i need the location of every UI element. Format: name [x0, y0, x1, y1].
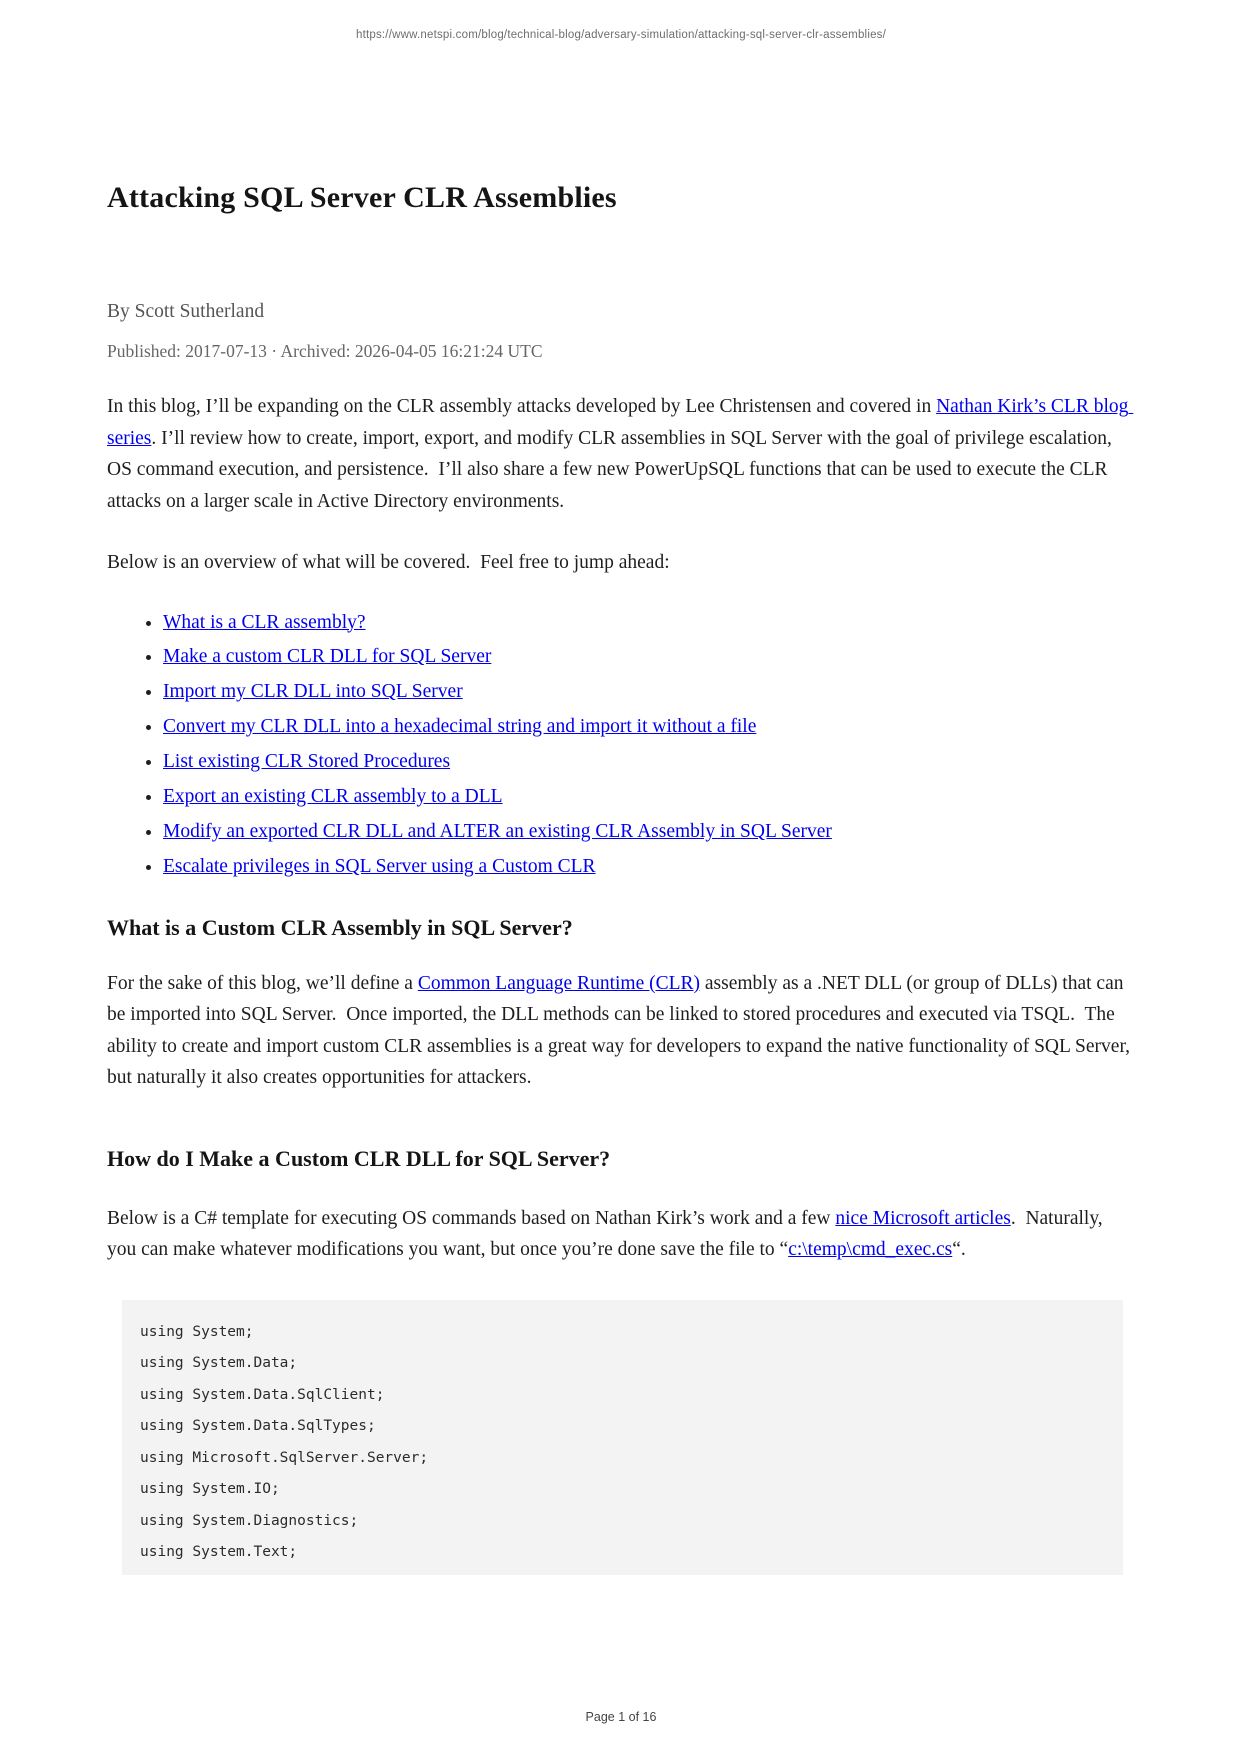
article-content: [107, 0, 1135, 1575]
code-line: using System.Text;: [140, 1544, 298, 1561]
toc-item: [163, 710, 1135, 745]
page-title: Attacking SQL Server CLR Assemblies: [107, 181, 617, 214]
section-heading-how-make-custom-clr-dll: How do I Make a Custom CLR DLL for SQL Server?: [107, 1145, 611, 1171]
toc-link-what-is-a-clr-assembly[interactable]: What is a CLR assembly?: [163, 611, 366, 633]
intro-paragraph: [107, 391, 1135, 517]
s1-text-1: For the sake of this blog, we’ll define a: [107, 972, 418, 994]
code-line: using System.Data;: [140, 1355, 298, 1372]
section-1-paragraph: [107, 968, 1135, 1094]
toc-link-export-existing-clr-assembly[interactable]: Export an existing CLR assembly to a DLL: [163, 786, 503, 808]
link-common-language-runtime[interactable]: Common Language Runtime (CLR): [417, 972, 701, 994]
code-line: using Microsoft.SqlServer.Server;: [140, 1449, 429, 1466]
s2-text-3: “.: [952, 1239, 966, 1261]
code-block: [122, 1300, 1123, 1575]
byline: By Scott Sutherland: [107, 301, 265, 322]
toc-link-make-a-custom-clr-dll[interactable]: Make a custom CLR DLL for SQL Server: [163, 646, 492, 668]
toc-item: [163, 675, 1135, 710]
toc-link-import-my-clr-dll[interactable]: Import my CLR DLL into SQL Server: [163, 681, 463, 703]
toc-item: [163, 780, 1135, 815]
toc-item: [163, 815, 1135, 850]
page-number-footer: Page 1 of 16: [585, 1710, 657, 1724]
code-line: using System.Diagnostics;: [140, 1512, 359, 1529]
intro-text-1: In this blog, I’ll be expanding on the CLR assembly attacks developed by Lee Christensen and covered in: [107, 396, 937, 417]
code-line: using System.IO;: [140, 1481, 280, 1498]
toc-link-convert-clr-dll-hex-string[interactable]: Convert my CLR DLL into a hexadecimal string and import it without a file: [163, 716, 757, 738]
link-cmd-exec-cs-path[interactable]: c:\temp\cmd_exec.cs: [788, 1239, 953, 1261]
published-archived-meta: Published: 2017-07-13 · Archived: 2026-04-05 16:21:24 UTC: [107, 341, 543, 361]
toc-link-list-existing-clr-stored-procedures[interactable]: List existing CLR Stored Procedures: [163, 751, 451, 773]
s1-text-2: assembly as a .NET DLL (or group of DLLs) that can be imported into SQL Server. Once imported, the DLL methods can be linked to stored procedures and executed via TSQL. The ability to create and import custom CLR assemblies is a great way for developers to expand the native functionality of SQL Server, but naturally it also creates opportunities for attackers.: [107, 972, 1135, 1089]
toc-item: [163, 640, 1135, 675]
code-line: using System.Data.SqlTypes;: [140, 1418, 376, 1435]
s2-text-1: Below is a C# template for executing OS commands based on Nathan Kirk’s work and a few: [107, 1207, 836, 1229]
section-heading-what-is-custom-clr: What is a Custom CLR Assembly in SQL Server?: [107, 914, 573, 940]
toc-item: [163, 850, 1135, 885]
toc-item: [163, 606, 1135, 641]
s2-text-2: . Naturally, you can make whatever modifications you want, but once you’re done save the file to “: [107, 1207, 1108, 1261]
code-line: using System;: [140, 1323, 254, 1340]
section-2-paragraph: [107, 1203, 1135, 1266]
toc-link-modify-exported-clr-dll[interactable]: Modify an exported CLR DLL and ALTER an existing CLR Assembly in SQL Server: [163, 820, 832, 842]
link-nathan-kirk-clr-blog-series[interactable]: Nathan Kirk’s CLR blog series: [107, 396, 1134, 449]
toc-item: [163, 745, 1135, 780]
toc-list: [107, 606, 1135, 885]
toc-link-escalate-privileges-custom-clr[interactable]: Escalate privileges in SQL Server using a Custom CLR: [163, 855, 596, 877]
intro-text-2: . I’ll review how to create, import, export, and modify CLR assemblies in SQL Server with the goal of privilege escalation, OS command execution, and persistence. I’ll also share a few new PowerUpSQL functions that can be used to execute the CLR attacks on a larger scale in Active Directory environments.: [107, 427, 1117, 512]
toc-intro: Below is an overview of what will be covered. Feel free to jump ahead:: [107, 552, 670, 573]
link-nice-microsoft-articles[interactable]: nice Microsoft articles: [835, 1207, 1011, 1229]
print-header-url: https://www.netspi.com/blog/technical-blog/adversary-simulation/attacking-sql-server-clr-assemblies/: [355, 29, 887, 41]
code-line: using System.Data.SqlClient;: [140, 1386, 385, 1403]
